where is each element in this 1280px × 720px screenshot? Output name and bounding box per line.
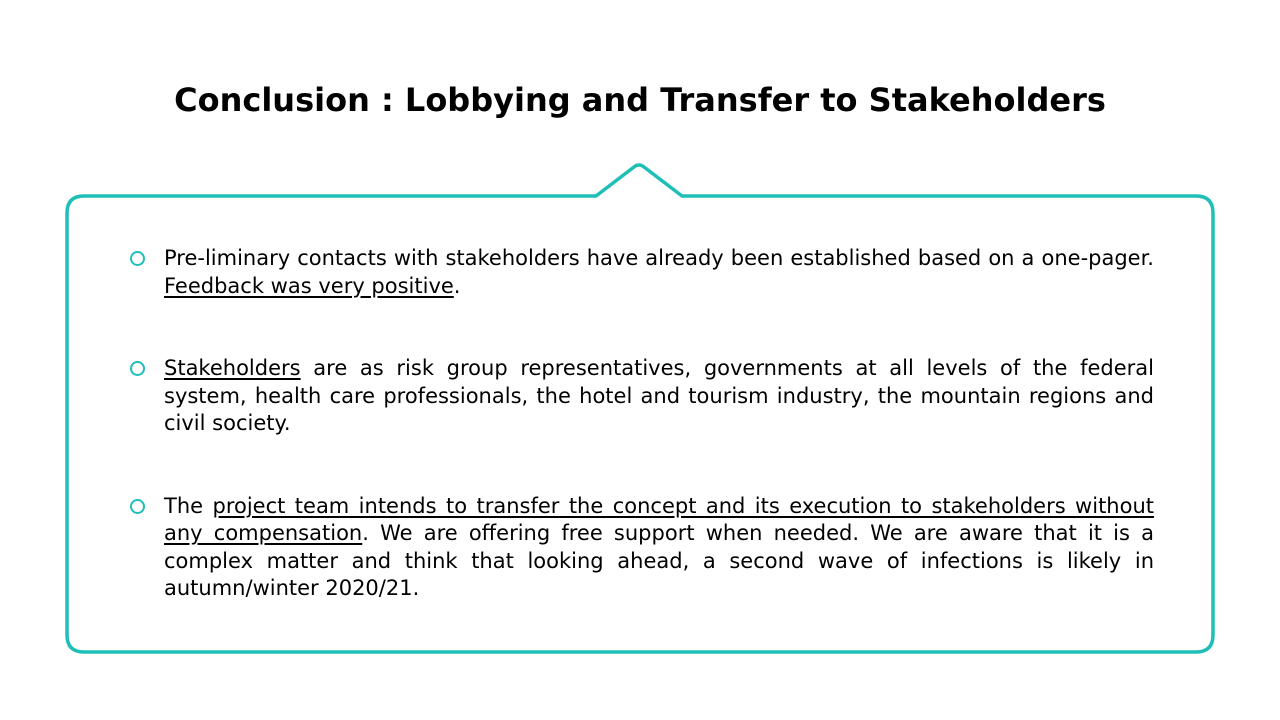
slide-title: Conclusion : Lobbying and Transfer to Stakeholders	[174, 81, 1106, 119]
circle-bullet-icon	[130, 251, 145, 266]
bullet-1-underlined: Feedback was very positive	[164, 273, 454, 298]
bullet-item-1	[130, 245, 1154, 300]
bullet-2-text-after: are as risk group representatives, governments at all levels of the federal system, health care professionals, the hotel and tourism industry, the mountain regions and civil society.	[164, 356, 1154, 435]
bullet-list	[130, 245, 1154, 603]
circle-bullet-icon	[130, 361, 145, 376]
bullet-item-2	[130, 355, 1154, 438]
bullet-1-text: Pre-liminary contacts with stakeholders have already been established based on a one-pager.	[164, 246, 1154, 270]
bullet-3-underlined: project team intends to transfer the concept and its execution to stakeholders without any compensation	[164, 493, 1154, 545]
bullet-2-underlined: Stakeholders	[164, 356, 301, 380]
bullet-3-text-after: . We are offering free support when needed. We are aware that it is a complex matter and think that looking ahead, a second wave of infections is likely in autumn/winter 2020/21.	[164, 521, 1154, 600]
bullet-1-text-after: .	[453, 273, 461, 298]
bullet-3-text: The	[164, 493, 213, 518]
circle-bullet-icon	[130, 499, 145, 514]
bullet-item-3	[130, 493, 1154, 603]
